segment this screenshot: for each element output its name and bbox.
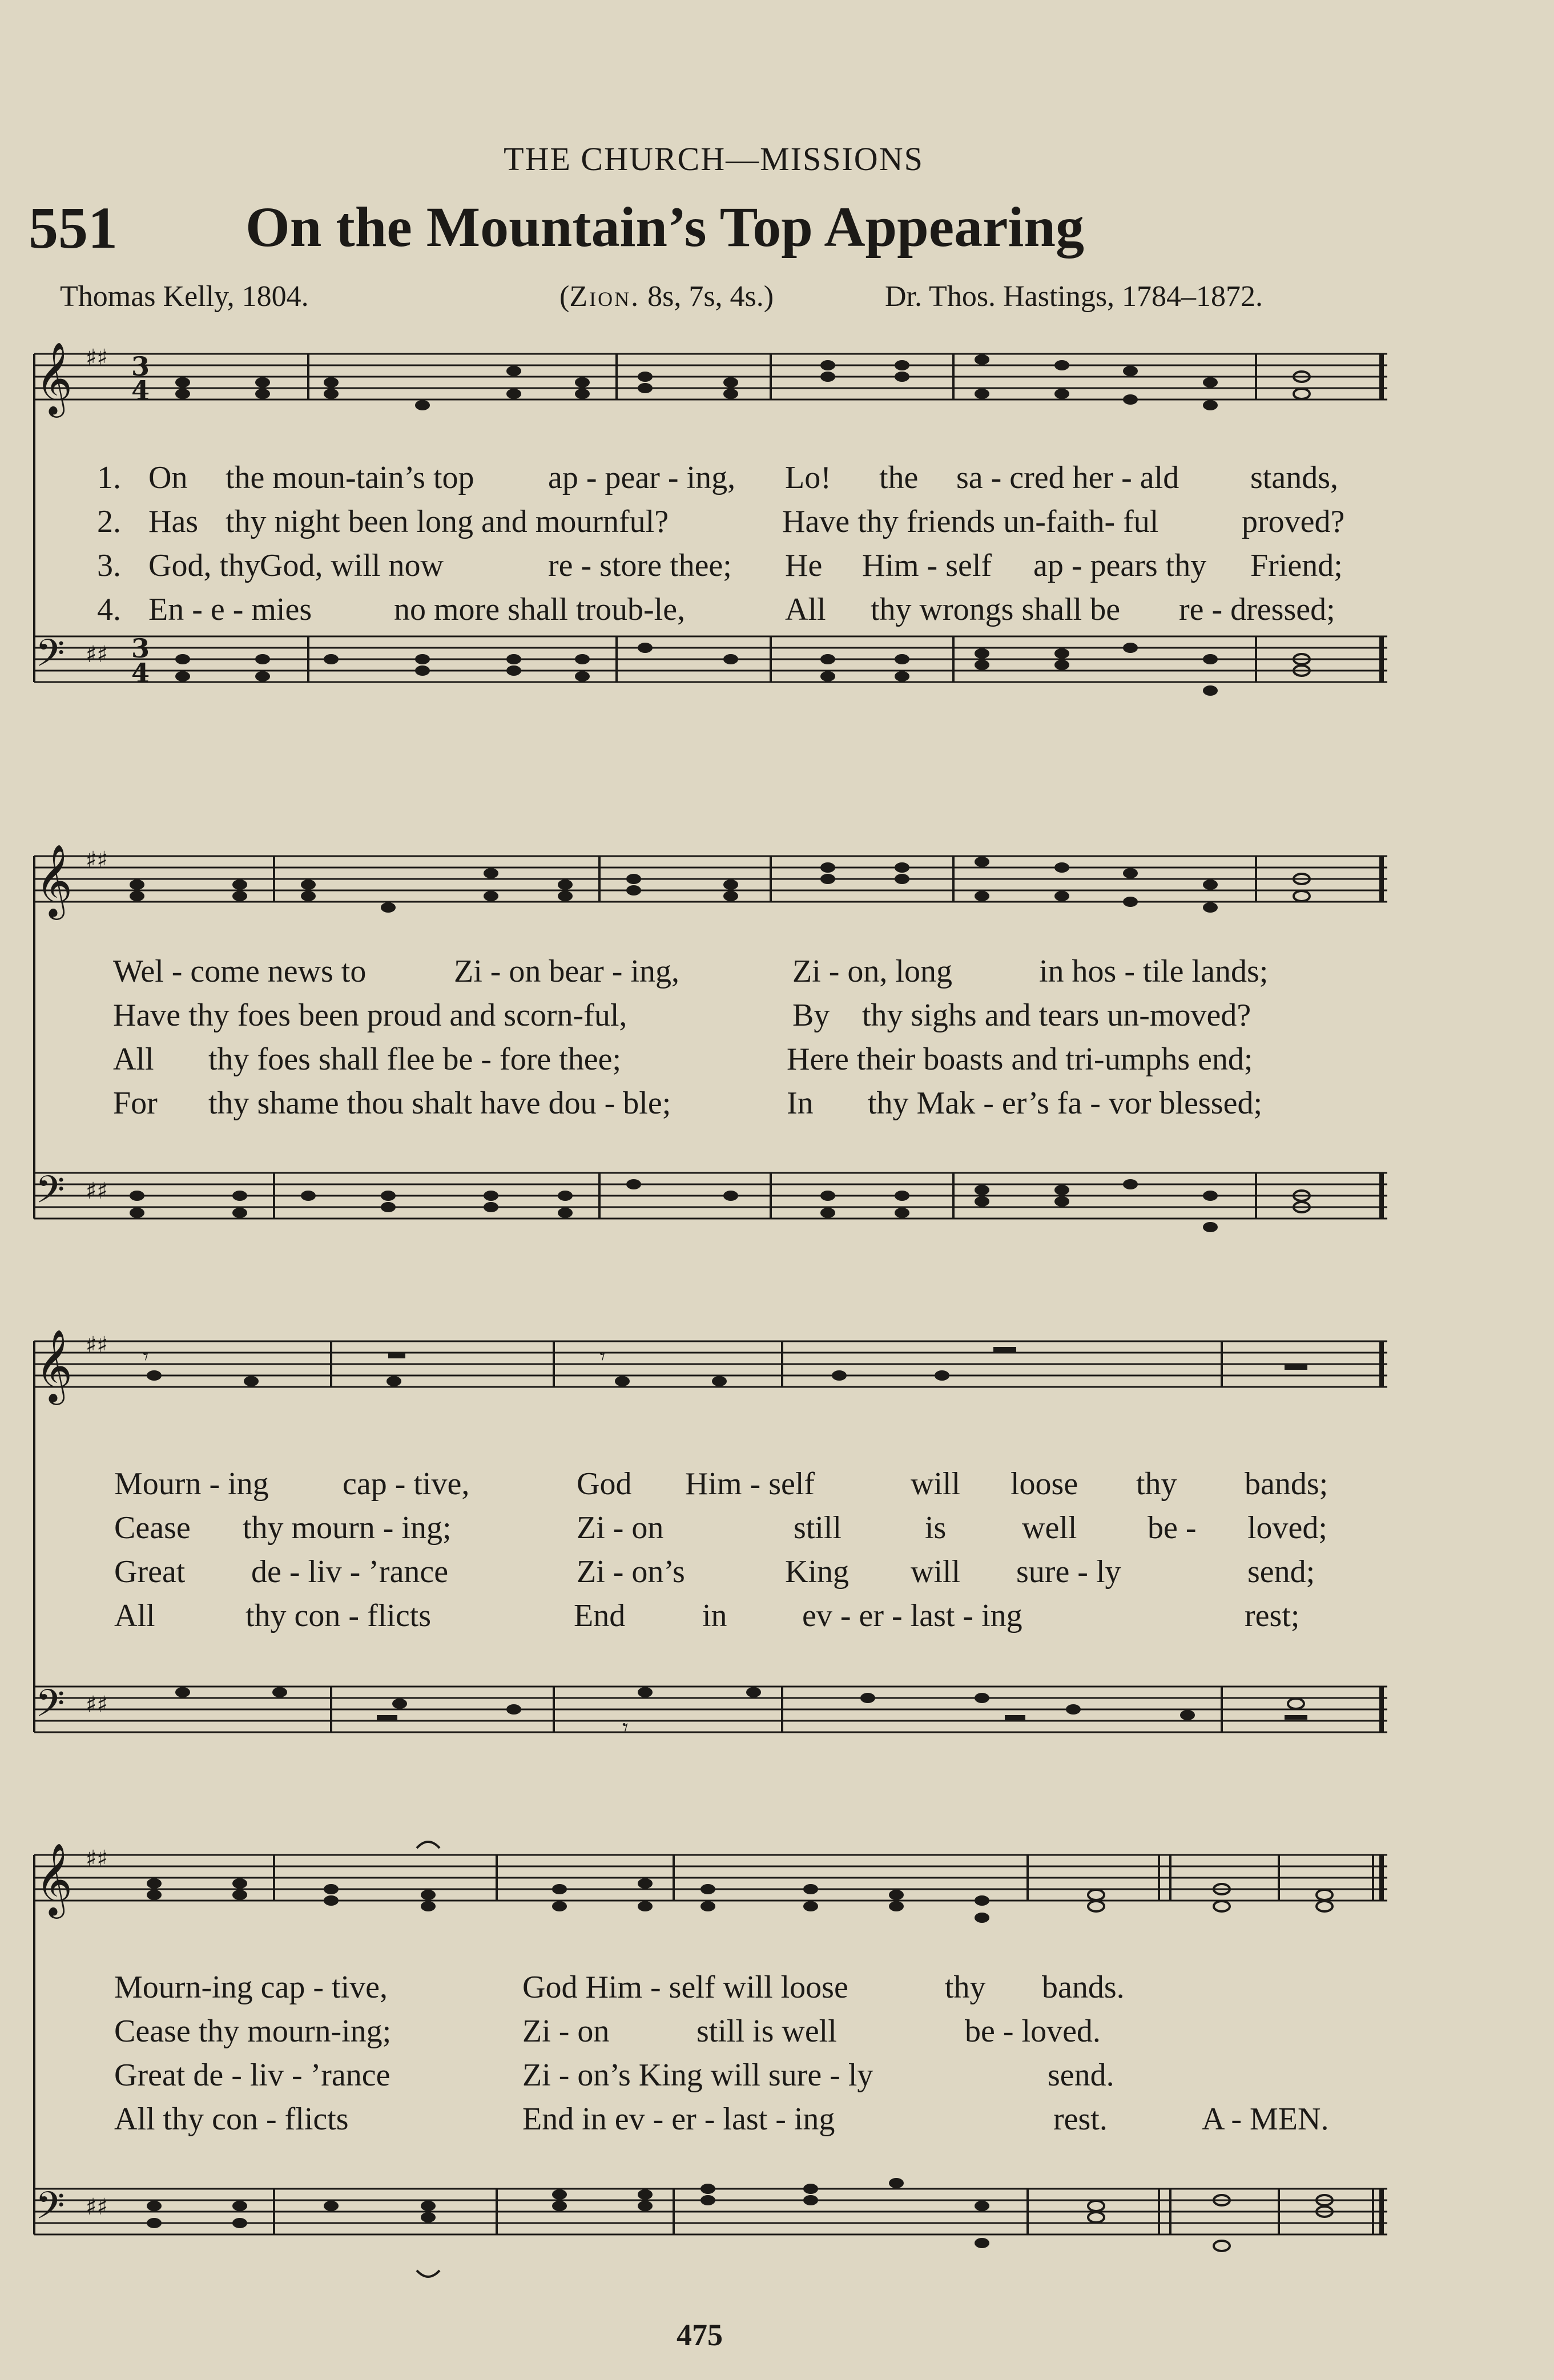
verse-line <box>0 1969 1554 2010</box>
bass-staff <box>34 636 1387 682</box>
lyric: En - e - mies <box>148 592 312 627</box>
lyric: God, thy <box>148 548 260 583</box>
lyric: will <box>911 1466 961 1502</box>
verse-line <box>0 1041 1554 1082</box>
time-signature: 3 <box>131 351 150 382</box>
tune-open-paren: ( <box>559 280 570 313</box>
lyric: Great <box>114 1554 186 1590</box>
lyric: in hos - tile lands; <box>1039 954 1269 989</box>
lyric: Zi - on’s <box>577 1554 685 1590</box>
verse-line <box>0 997 1554 1038</box>
lyric: send; <box>1247 1554 1315 1590</box>
verse-line <box>0 2013 1554 2054</box>
lyric: Cease <box>114 1510 191 1546</box>
lyric: is <box>925 1510 947 1546</box>
lyric: God, will now <box>260 548 444 583</box>
lyric: sa - cred her - ald <box>956 460 1179 495</box>
lyric: Have thy friends un-faith- ful <box>782 504 1159 539</box>
verse-line <box>0 459 1554 501</box>
author-credit: Thomas Kelly, 1804. <box>60 280 309 313</box>
lyric: Have thy foes been proud and scorn-ful, <box>113 998 627 1033</box>
bass-clef: 𝄢 <box>35 1681 65 1734</box>
lyric: thy <box>945 1970 986 2005</box>
bass-staff <box>34 1687 1387 1732</box>
tune-meter: 8s, 7s, 4s.) <box>640 280 774 313</box>
lyric: All <box>114 1598 155 1633</box>
lyric: thy foes shall flee be - fore thee; <box>208 1042 622 1077</box>
lyric: God <box>577 1466 632 1502</box>
hymn-title: On the Mountain’s Top Appearing <box>245 195 1084 259</box>
lyric: King <box>785 1554 849 1590</box>
lyric: On <box>148 460 188 495</box>
key-sharps-bass: ♯♯ <box>86 642 108 668</box>
lyric: rest. <box>1053 2101 1108 2137</box>
verse-line <box>0 591 1554 632</box>
verse-line <box>0 547 1554 588</box>
lyric: sure - ly <box>1016 1554 1121 1590</box>
lyric: de - liv - ’rance <box>251 1554 449 1590</box>
treble-staff <box>34 354 1387 400</box>
lyric: Cease thy mourn-ing; <box>114 2014 392 2049</box>
key-sharps: ♯♯ <box>86 345 108 371</box>
verse-number: 1. <box>97 460 121 495</box>
lyric: bands; <box>1245 1466 1328 1502</box>
lyric: ap - pear - ing, <box>548 460 736 495</box>
key-sharps-bass: ♯♯ <box>86 1178 108 1204</box>
lyric: By <box>792 998 830 1033</box>
lyric: Here their boasts and tri-umphs end; <box>787 1042 1253 1077</box>
verse-line <box>0 503 1554 544</box>
lyric: loved; <box>1247 1510 1327 1546</box>
key-sharps: ♯♯ <box>86 1846 108 1872</box>
lyric: Him - self <box>862 548 992 583</box>
key-sharps-bass: ♯♯ <box>86 2194 108 2220</box>
lyric: Wel - come news to <box>113 954 367 989</box>
lyric: thy Mak - er’s fa - vor blessed; <box>868 1086 1263 1121</box>
tune-credit <box>559 280 774 313</box>
lyric: re - dressed; <box>1179 592 1335 627</box>
verse-number: 3. <box>97 548 121 583</box>
time-signature-bass: 3 <box>131 633 150 664</box>
lyric: He <box>785 548 823 583</box>
lyric: loose <box>1010 1466 1078 1502</box>
lyric: Has <box>148 504 199 539</box>
lyric: End <box>574 1598 626 1633</box>
lyric: cap - tive, <box>343 1466 470 1502</box>
lyric: be - <box>1148 1510 1197 1546</box>
lyric: ev - er - last - ing <box>802 1598 1022 1633</box>
lyric: End in ev - er - last - ing <box>522 2101 835 2137</box>
svg-text:4: 4 <box>131 375 150 406</box>
bass-clef: 𝄢 <box>35 631 65 684</box>
lyric: re - store thee; <box>548 548 732 583</box>
key-sharps: ♯♯ <box>86 1332 108 1358</box>
lyric: still <box>794 1510 842 1546</box>
page-number: 475 <box>677 2318 723 2352</box>
lyric: thy shame thou shalt have dou - ble; <box>208 1086 671 1121</box>
lyric: Mourn - ing <box>114 1466 269 1502</box>
lyric: Mourn-ing cap - tive, <box>114 1970 388 2005</box>
lyric: thy con - flicts <box>245 1598 432 1633</box>
verse-number: 2. <box>97 504 121 539</box>
lyric: Zi - on bear - ing, <box>454 954 679 989</box>
treble-clef: 𝄞 <box>35 844 73 917</box>
lyric: God Him - self will loose <box>522 1970 848 2005</box>
verse-line <box>0 953 1554 994</box>
verse-line <box>0 2101 1554 2142</box>
lyric: will <box>911 1554 961 1590</box>
treble-clef: 𝄞 <box>35 341 73 414</box>
lyric: Zi - on <box>522 2014 610 2049</box>
lyric: Lo! <box>785 460 831 495</box>
lyric: In <box>787 1086 814 1121</box>
lyric: Zi - on’s King will sure - ly <box>522 2058 873 2093</box>
treble-clef: 𝄞 <box>35 1329 73 1402</box>
verse-line <box>0 1598 1554 1639</box>
lyric: no more shall troub-le, <box>394 592 686 627</box>
lyric: Zi - on, long <box>792 954 952 989</box>
svg-text:𝄾: 𝄾 <box>622 1715 629 1741</box>
lyric: be - loved. <box>965 2014 1101 2049</box>
verse-line <box>0 1085 1554 1126</box>
amen-text: A - MEN. <box>1202 2101 1329 2137</box>
lyric: send. <box>1048 2058 1114 2093</box>
lyric: ap - pears thy <box>1033 548 1207 583</box>
key-sharps-bass: ♯♯ <box>86 1692 108 1718</box>
tune-name: Zion. <box>569 280 641 313</box>
lyric: thy mourn - ing; <box>243 1510 452 1546</box>
svg-text:𝄾: 𝄾 <box>599 1344 606 1370</box>
lyric: For <box>113 1086 158 1121</box>
treble-staff <box>34 1341 1387 1387</box>
lyric: stands, <box>1250 460 1338 495</box>
lyric: well <box>1022 1510 1077 1546</box>
key-sharps: ♯♯ <box>86 847 108 873</box>
verse-line <box>0 1554 1554 1595</box>
lyric: bands. <box>1042 1970 1125 2005</box>
lyric: Friend; <box>1250 548 1343 583</box>
svg-text:4: 4 <box>131 657 150 688</box>
lyric: thy wrongs shall be <box>871 592 1121 627</box>
lyric: Him - self <box>685 1466 815 1502</box>
lyric: Zi - on <box>577 1510 664 1546</box>
lyric: rest; <box>1245 1598 1300 1633</box>
lyric: All thy con - flicts <box>114 2101 349 2137</box>
lyric: the <box>879 460 919 495</box>
section-title: THE CHURCH—MISSIONS <box>504 140 924 178</box>
lyric: thy <box>1136 1466 1177 1502</box>
lyric: the moun-tain’s top <box>226 460 474 495</box>
lyric: proved? <box>1242 504 1345 539</box>
composer-credit: Dr. Thos. Hastings, 1784–1872. <box>885 280 1263 313</box>
lyric: Great de - liv - ’rance <box>114 2058 390 2093</box>
verse-line <box>0 1466 1554 1507</box>
verse-line <box>0 1510 1554 1551</box>
lyric: thy night been long and mournful? <box>226 504 669 539</box>
lyric: All <box>785 592 826 627</box>
lyric: in <box>702 1598 727 1633</box>
lyric: still is well <box>697 2014 837 2049</box>
hymn-number: 551 <box>29 195 118 261</box>
treble-clef: 𝄞 <box>35 1842 73 1915</box>
verse-line <box>0 2057 1554 2098</box>
verse-number: 4. <box>97 592 121 627</box>
bass-clef: 𝄢 <box>35 1168 65 1221</box>
lyric: thy sighs and tears un-moved? <box>862 998 1251 1033</box>
bass-clef: 𝄢 <box>35 2184 65 2237</box>
svg-text:𝄾: 𝄾 <box>143 1344 149 1370</box>
lyric: All <box>113 1042 154 1077</box>
